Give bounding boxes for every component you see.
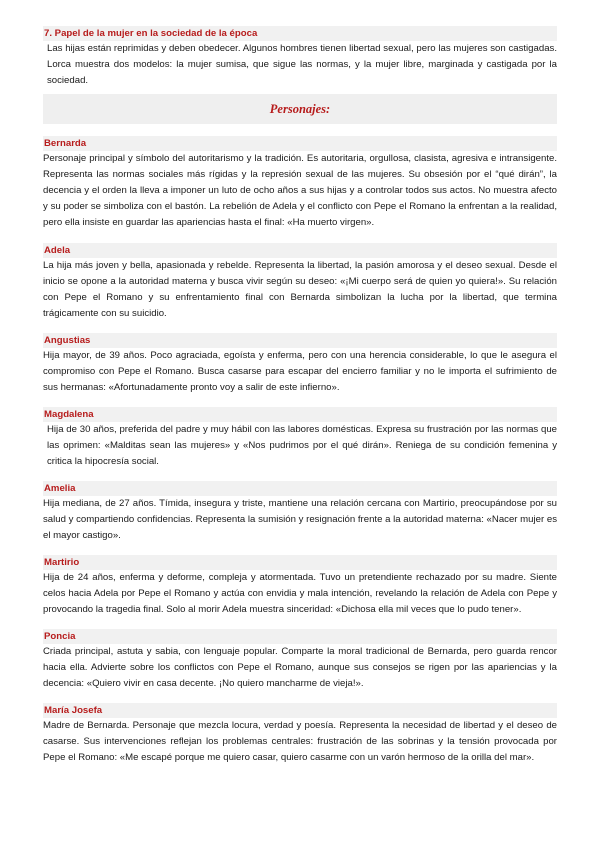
characters-banner bbox=[43, 94, 557, 124]
character-description: Hija de 30 años, preferida del padre y muy hábil con las labores domésticas. Expresa su frustración por las normas que las oprimen: «Malditas sean las mujeres» y «Nos pudrimos por el qué dirán». Reniega de su condición femenina y critica la hipocresía social. bbox=[47, 424, 557, 467]
character-name: Magdalena bbox=[43, 407, 557, 422]
character-description: La hija más joven y bella, apasionada y rebelde. Representa la libertad, la pasión amorosa y el deseo sexual. Desde el inicio se opone a la autoridad materna y busca vivir según su deseo: «¡Mi cuerpo será de quien yo quiera!». Su relación con Pepe el Romano y su enfrentamiento final con Bernarda simbolizan la lucha por la libertad, que termina trágicamente con su suicidio. bbox=[43, 260, 557, 319]
character-adela bbox=[43, 243, 557, 322]
character-name: Amelia bbox=[43, 481, 557, 496]
character-name: Angustias bbox=[43, 333, 557, 348]
character-name: Adela bbox=[43, 243, 557, 258]
character-description: Personaje principal y símbolo del autoritarismo y la tradición. Es autoritaria, orgullosa, clasista, agresiva e intransigente. Representa las normas sociales más rígidas y la represión sexual de las mujeres. Su obsesión por el “qué dirán”, la decencia y el orden la lleva a imponer un luto de ocho años a sus hijas y a controlar todos sus actos. No muestra afecto y su poder se simboliza con el bastón. La rebelión de Adela y el conflicto con Pepe el Romano la enfrentan a la realidad, pero ella insiste en guardar las apariencias hasta el final: «Ha muerto virgen». bbox=[43, 153, 557, 228]
character-name: Martirio bbox=[43, 555, 557, 570]
character-maria-josefa bbox=[43, 703, 557, 766]
character-name: Poncia bbox=[43, 629, 557, 644]
character-description: Madre de Bernarda. Personaje que mezcla locura, verdad y poesía. Representa la necesidad de libertad y el deseo de casarse. Sus intervenciones reflejan los problemas centrales: frustración de las sobrinas y la tensión provocada por Pepe el Romano: «Me escapé porque me quiero casar, quiero casarme con un varón hermoso de la orilla del mar». bbox=[43, 720, 557, 763]
section-heading: 7. Papel de la mujer en la sociedad de la época bbox=[43, 26, 557, 41]
character-angustias bbox=[43, 333, 557, 396]
character-bernarda bbox=[43, 136, 557, 231]
character-martirio bbox=[43, 555, 557, 618]
character-description: Hija de 24 años, enferma y deforme, compleja y atormentada. Tuvo un pretendiente rechazado por su madre. Siente celos hacia Adela por Pepe el Romano y actúa con envidia y mala intención, revelando la relación de Adela con Pepe y provocando la tragedia final. Solo al morir Adela muestra sinceridad: «Dichosa ella mil veces que lo pudo tener». bbox=[43, 572, 557, 615]
character-description: Criada principal, astuta y sabia, con lenguaje popular. Comparte la moral tradicional de Bernarda, pero guarda rencor hacia ella. Advierte sobre los conflictos con Pepe el Romano, aunque sus consejos se rigen por las apariencias y la decencia: «Quiero vivir en casa decente. ¡No quiero mancharme de vieja!». bbox=[43, 646, 557, 689]
character-name: Bernarda bbox=[43, 136, 557, 151]
section-paragraph: Las hijas están reprimidas y deben obedecer. Algunos hombres tienen libertad sexual, pero las mujeres son castigadas. Lorca muestra dos modelos: la mujer sumisa, que sigue las normas, y la mujer libre, marginada y castigada por la sociedad. bbox=[47, 43, 557, 86]
character-poncia bbox=[43, 629, 557, 692]
document-page bbox=[43, 26, 557, 766]
character-amelia bbox=[43, 481, 557, 544]
section-7 bbox=[43, 26, 557, 89]
character-description: Hija mayor, de 39 años. Poco agraciada, egoísta y enferma, pero con una herencia considerable, lo que le asegura el compromiso con Pepe el Romano. Busca casarse para escapar del encierro familiar y no le importa el sufrimiento de sus hermanas: «Afortunadamente pronto voy a salir de este infierno». bbox=[43, 350, 557, 393]
character-description: Hija mediana, de 27 años. Tímida, insegura y triste, mantiene una relación cercana con Martirio, preocupándose por su salud y compartiendo confidencias. Representa la sumisión y resignación frente a la autoridad materna: «Nacer mujer es el mayor castigo». bbox=[43, 498, 557, 541]
character-name: María Josefa bbox=[43, 703, 557, 718]
character-magdalena bbox=[43, 407, 557, 470]
banner-title: Personajes: bbox=[269, 102, 331, 116]
